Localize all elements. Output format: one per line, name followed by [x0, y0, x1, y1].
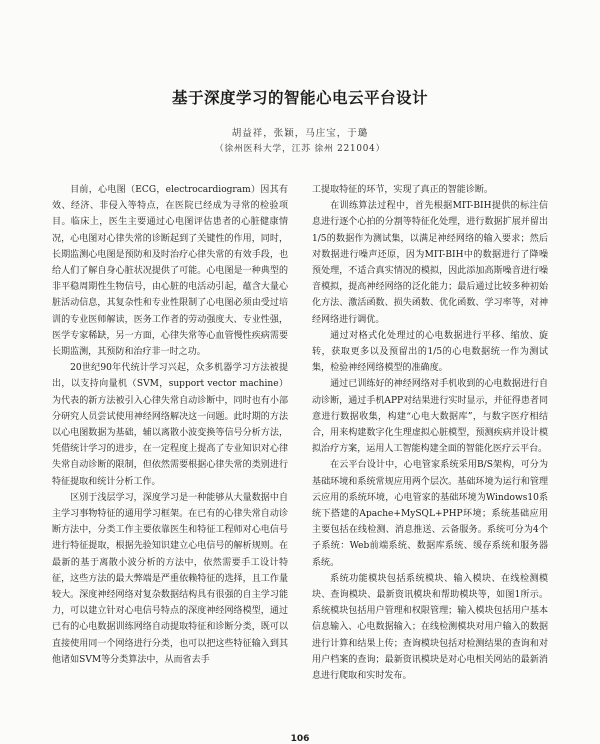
paragraph-continued: 工提取特征的环节，实现了真正的智能诊断。	[312, 185, 493, 195]
paragraph: 在训练算法过程中，首先根据MIT-BIH提供的标注信息进行逐个心拍的分割等特征化处理，进行数据扩展并留出1/5的数据作为测试集，以满足神经网络的输入要求；然后对数据进行噪声还原，因为MIT-BIH中的数据进行了降噪预处理，不适合真实情况的模拟，因此添加高斯噪音进行噪音模拟，提高神经网络的泛化能力；最后通过比较多种初始化方法、激活函数、损失函数、优化函数、学习率等，对神经网络进行调优。	[312, 201, 548, 325]
page-number: 106	[290, 734, 310, 744]
paragraph: 区别于浅层学习，深度学习是一种能够从大量数据中自主学习事物特征的通用学习框架。在已有的心律失常自动诊断方法中，分类工作主要依靠医生和特征工程师对心电信号进行特征提取，根据先验知识建立心电信号的解析规则。在最新的基于离散小波分析的方法中，依然需要手工设计特征，这些方法的最大弊端是严重依赖特征的选择，且工作量较大。深度神经网络对复杂数据结构具有很强的自主学习能力，可以建立针对心电信号特点的深度神经网络模型，通过已有的心电数据训练网络自动提取特征和诊断分类，既可以直接使用同一个网络进行分类，也可以把这些特征输入到其他诸如SVM等分类算法中，从而省去手	[52, 492, 288, 665]
right-column	[312, 182, 548, 684]
affiliation: （徐州医科大学，江苏 徐州 221004）	[214, 144, 386, 154]
paragraph: 目前，心电图（ECG，electrocardiogram）因其有效、经济、非侵入等特点，在医院已经成为寻常的检验项目。临床上，医生主要通过心电图评估患者的心脏健康情况，心电图对心律失常的诊断起到了关键性的作用，同时，长期监测心电图是预防和及时治疗心律失常的有效手段，也给人们了解自身心脏状况提供了可能。心电图是一种典型的非平稳周期性生物信号，由心脏的电活动引起，蕴含大量心脏活动信息，其复杂性和专业性限制了心电图必须由受过培训的专业医师解读，医务工作者的劳动强度大、专业性强，医学专家稀缺，另一方面，心律失常等心血管慢性疾病需要长期监测，其预防和治疗非一时之功。	[52, 185, 288, 358]
paper-title: 基于深度学习的智能心电云平台设计	[171, 89, 428, 107]
left-column	[52, 182, 288, 668]
author-list: 胡益祥，张颖，马庄宝，于璐	[231, 128, 369, 139]
paragraph: 通过已训练好的神经网络对手机收到的心电数据进行自动诊断，通过手机APP对结果进行实时显示，并征得患者同意进行数据收集，构建“心电大数据库”，与数字医疗相结合，用来构建数字化生理虚拟心脏模型，预测疾病并设计模拟治疗方案，运用人工智能构建全面的智能化医疗云平台。	[312, 379, 548, 455]
paragraph: 在云平台设计中，心电管家系统采用B/S架构，可分为基础环境和系统常规应用两个层次。基础环境为运行和管理云应用的系统环境，心电管家的基础环境为Windows10系统下搭建的Apache+MySQL+PHP环境；系统基础应用主要包括在线检测、消息推送、云备服务。系统可分为4个子系统：Web前端系统、数据库系统、缓存系统和服务器系统。	[312, 460, 548, 568]
paragraph: 20世纪90年代统计学习兴起，众多机器学习方法被提出，以支持向量机（SVM，support vector machine）为代表的新方法被引入心律失常自动诊断中，同时也有小部分研究人员尝试使用神经网络解决这一问题。此时期的方法以心电图数据为基础，辅以离散小波变换等信号分析方法，凭借统计学习的进步，在一定程度上提高了专业知识对心律失常自动诊断的限制，但依然需要根据心律失常的类别进行特征提取和统计分析工作。	[52, 363, 288, 487]
paragraph: 通过对格式化处理过的心电数据进行平移、缩放、旋转，获取更多以及预留出的1/5的心电数据统一作为测试集，检验神经网络模型的准确度。	[312, 330, 548, 374]
paragraph: 系统功能模块包括系统模块、输入模块、在线检测模块、查询模块、最新资讯模块和帮助模块等，如图1所示。系统模块包括用户管理和权限管理；输入模块包括用户基本信息输入、心电数据输入；在线检测模块对用户输入的数据进行计算和结果上传；查询模块包括对检测结果的查询和对用户档案的查询；最新资讯模块是对心电相关网站的最新消息进行爬取和实时发布。	[312, 573, 548, 682]
